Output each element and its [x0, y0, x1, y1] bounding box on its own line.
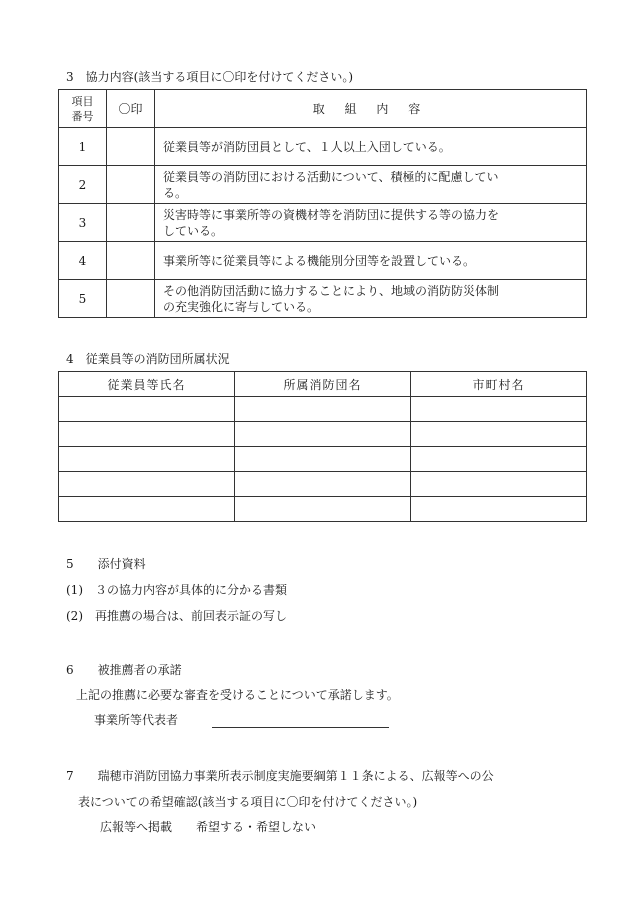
membership-row	[59, 497, 587, 522]
header-mark: 〇印	[107, 90, 155, 128]
row-number: 2	[59, 166, 107, 204]
employee-name-cell[interactable]	[59, 472, 235, 497]
fire-brigade-cell[interactable]	[235, 447, 411, 472]
municipality-cell[interactable]	[411, 472, 587, 497]
header-item-number-line2: 番号	[71, 109, 94, 123]
mark-cell[interactable]	[107, 242, 155, 280]
mark-cell[interactable]	[107, 166, 155, 204]
consent-statement: 上記の推薦に必要な審査を受けることについて承諾します。	[76, 688, 399, 702]
row-content-line: の充実強化に寄与している。	[163, 299, 320, 314]
membership-table-header	[59, 372, 587, 397]
row-content	[155, 166, 587, 204]
row-number: 5	[59, 280, 107, 318]
row-content-line: 従業員等の消防団における活動について、積極的に配慮してい	[163, 169, 499, 184]
municipality-cell[interactable]	[411, 422, 587, 447]
municipality-cell[interactable]	[411, 447, 587, 472]
row-number: 4	[59, 242, 107, 280]
employee-name-cell[interactable]	[59, 397, 235, 422]
section7-line1: 7 瑞穂市消防団協力事業所表示制度実施要綱第１１条による、広報等への公	[66, 769, 494, 783]
employee-name-cell[interactable]	[59, 422, 235, 447]
header-employee-name: 従業員等氏名	[59, 372, 235, 397]
fire-brigade-cell[interactable]	[235, 397, 411, 422]
attachment-item-1: (1) ３の協力内容が具体的に分かる書類	[66, 583, 287, 597]
section6-heading: 6 被推薦者の承諾	[66, 663, 182, 677]
row-content	[155, 128, 587, 166]
representative-label: 事業所等代表者	[94, 713, 179, 727]
row-content	[155, 242, 587, 280]
representative-signature-line[interactable]	[212, 727, 389, 728]
row-content-line: している。	[163, 223, 224, 238]
cooperation-table	[58, 89, 587, 318]
fire-brigade-cell[interactable]	[235, 422, 411, 447]
header-item-number	[59, 90, 107, 128]
row-content-line: 従業員等が消防団員として、１人以上入団している。	[163, 139, 451, 154]
row-number: 3	[59, 204, 107, 242]
row-content-line: その他消防団活動に協力することにより、地域の消防防災体制	[163, 283, 500, 298]
section3-heading: 3 協力内容(該当する項目に〇印を付けてください。)	[66, 70, 354, 84]
cooperation-row-1	[59, 128, 587, 166]
row-number: 1	[59, 128, 107, 166]
fire-brigade-cell[interactable]	[235, 472, 411, 497]
membership-row	[59, 397, 587, 422]
header-item-number-line1: 項目	[71, 94, 94, 108]
membership-row	[59, 447, 587, 472]
cooperation-table-header	[59, 90, 587, 128]
employee-name-cell[interactable]	[59, 497, 235, 522]
cooperation-row-2	[59, 166, 587, 204]
section7-line2: 表についての希望確認(該当する項目に〇印を付けてください。)	[78, 795, 418, 809]
membership-table	[58, 371, 587, 522]
membership-row	[59, 422, 587, 447]
row-content	[155, 204, 587, 242]
row-content-line: 災害時等に事業所等の資機材等を消防団に提供する等の協力を	[163, 207, 500, 222]
section5-heading: 5 添付資料	[66, 557, 146, 571]
attachment-item-2: (2) 再推薦の場合は、前回表示証の写し	[66, 609, 287, 623]
mark-cell[interactable]	[107, 280, 155, 318]
employee-name-cell[interactable]	[59, 447, 235, 472]
row-content-line: る。	[163, 185, 188, 200]
mark-cell[interactable]	[107, 128, 155, 166]
municipality-cell[interactable]	[411, 397, 587, 422]
membership-row	[59, 472, 587, 497]
cooperation-row-5	[59, 280, 587, 318]
mark-cell[interactable]	[107, 204, 155, 242]
cooperation-row-3	[59, 204, 587, 242]
fire-brigade-cell[interactable]	[235, 497, 411, 522]
cooperation-row-4	[59, 242, 587, 280]
section4-heading: 4 従業員等の消防団所属状況	[66, 352, 230, 366]
municipality-cell[interactable]	[411, 497, 587, 522]
header-fire-brigade: 所属消防団名	[235, 372, 411, 397]
publicity-choice[interactable]: 広報等へ掲載 希望する・希望しない	[100, 820, 317, 834]
header-municipality: 市町村名	[411, 372, 587, 397]
row-content	[155, 280, 587, 318]
row-content-line: 事業所等に従業員等による機能別分団等を設置している。	[163, 253, 476, 268]
header-content: 取 組 内 容	[155, 90, 587, 128]
